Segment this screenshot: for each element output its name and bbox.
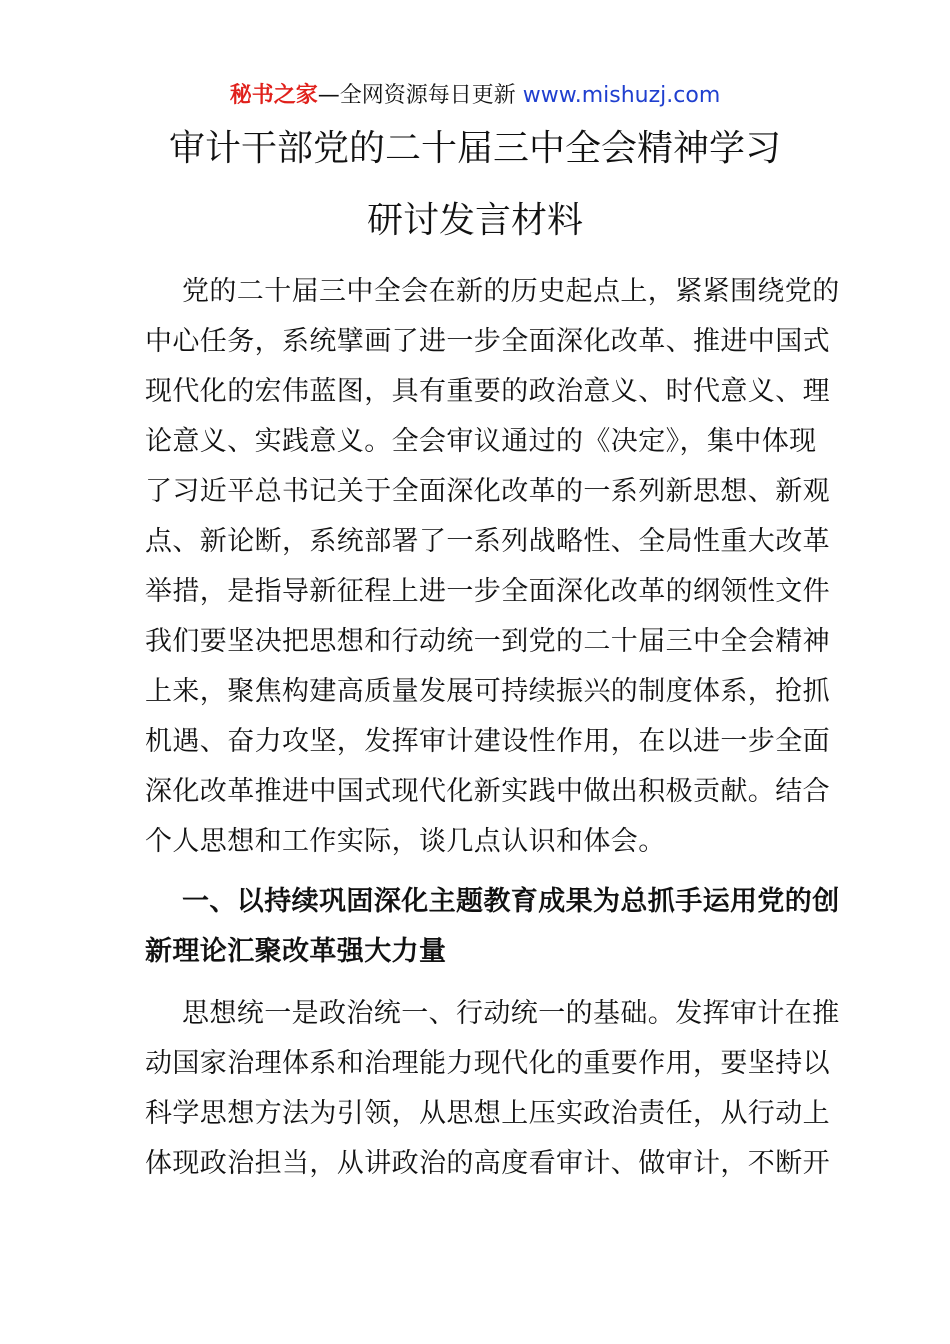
text-line: 点、新论断，系统部署了一系列战略性、全局性重大改革 — [145, 526, 830, 557]
text-line: 中心任务，系统擘画了进一步全面深化改革、推进中国式 — [145, 326, 830, 357]
text-line: 思想统一是政治统一、行动统一的基础。发挥审计在推 — [182, 998, 840, 1029]
banner-url-link[interactable]: www.mishuzj.com — [522, 83, 721, 108]
text-line: 举措，是指导新征程上进一步全面深化改革的纲领性文件 — [145, 576, 830, 607]
banner-brand: 秘书之家 — [229, 83, 318, 108]
text-line: 我们要坚决把思想和行动统一到党的二十届三中全会精神 — [145, 626, 830, 657]
banner-tagline: —全网资源每日更新 — [317, 83, 523, 108]
text-line: 上来，聚焦构建高质量发展可持续振兴的制度体系，抢抓 — [145, 676, 830, 707]
document-title-line-1: 审计干部党的二十届三中全会精神学习 — [168, 128, 781, 169]
site-banner — [0, 80, 950, 112]
text-line: 深化改革推进中国式现代化新实践中做出积极贡献。结合 — [145, 776, 830, 807]
document-title-line-2: 研讨发言材料 — [366, 200, 583, 241]
text-line: 科学思想方法为引领，从思想上压实政治责任，从行动上 — [145, 1098, 830, 1129]
text-line: 动国家治理体系和治理能力现代化的重要作用，要坚持以 — [145, 1048, 830, 1079]
text-line: 现代化的宏伟蓝图，具有重要的政治意义、时代意义、理 — [145, 376, 830, 407]
text-line: 个人思想和工作实际，谈几点认识和体会。 — [145, 826, 666, 857]
heading-line: 新理论汇聚改革强大力量 — [145, 936, 447, 967]
text-line: 党的二十届三中全会在新的历史起点上，紧紧围绕党的 — [182, 276, 840, 307]
text-line: 了习近平总书记关于全面深化改革的一系列新思想、新观 — [145, 476, 830, 507]
heading-line: 一、以持续巩固深化主题教育成果为总抓手运用党的创 — [182, 886, 840, 917]
text-line: 体现政治担当，从讲政治的高度看审计、做审计，不断开 — [145, 1148, 830, 1179]
text-line: 论意义、实践意义。全会审议通过的《决定》，集中体现 — [145, 426, 817, 457]
text-line: 机遇、奋力攻坚，发挥审计建设性作用，在以进一步全面 — [145, 726, 830, 757]
